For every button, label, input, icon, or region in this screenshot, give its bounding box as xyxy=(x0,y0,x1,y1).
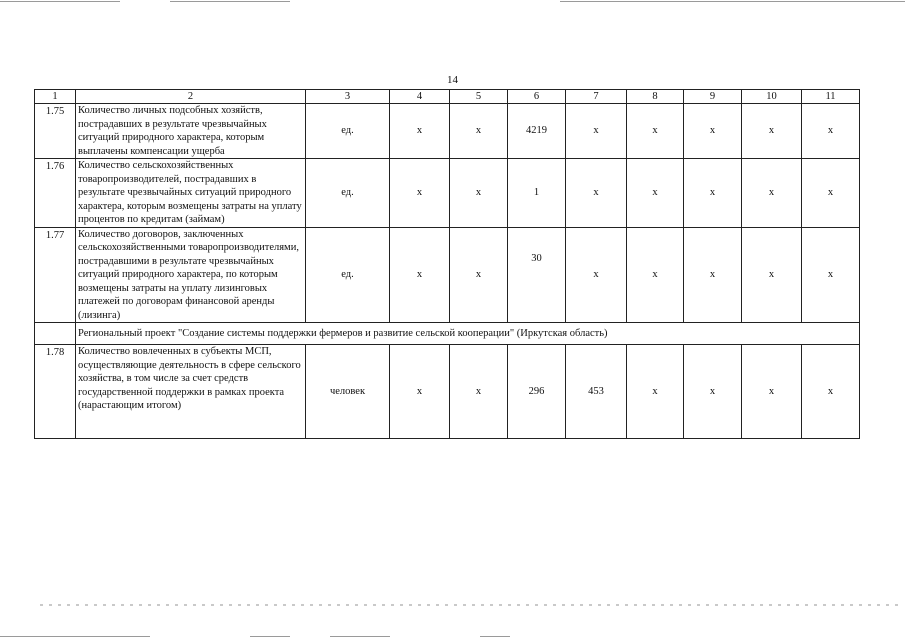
indicator-name: Количество сельскохозяйственных товаропроизводителей, пострадавших в результате чрезвычайных ситуаций природного характера, которым возмещены затраты на уплату процентов по кредитам (займам) xyxy=(76,159,306,228)
value-cell: х xyxy=(684,104,742,159)
value-cell: х xyxy=(566,104,627,159)
value-cell: х xyxy=(802,104,860,159)
indicators-table xyxy=(34,89,860,439)
value-cell: х xyxy=(390,104,450,159)
scan-edge-top-right xyxy=(560,1,905,2)
page-number: 14 xyxy=(447,74,458,86)
scan-edge-bottom-left xyxy=(0,636,150,637)
value-cell: 453 xyxy=(566,345,627,439)
value-cell: х xyxy=(802,345,860,439)
table-row xyxy=(35,227,860,323)
section-row xyxy=(35,323,860,345)
value-cell: х xyxy=(627,104,684,159)
section-title: Региональный проект "Создание системы поддержки фермеров и развитие сельской кооперации" (Иркутская область) xyxy=(76,323,860,345)
value-cell: х xyxy=(390,345,450,439)
table-row xyxy=(35,104,860,159)
table-row xyxy=(35,345,860,439)
column-header-6: 6 xyxy=(508,90,566,104)
value-cell: х xyxy=(390,227,450,323)
value-cell: х xyxy=(802,159,860,228)
value-cell: х xyxy=(450,104,508,159)
value-cell: х xyxy=(450,159,508,228)
scan-noise-line xyxy=(40,604,900,606)
value-cell: х xyxy=(450,227,508,323)
column-header-11: 11 xyxy=(802,90,860,104)
column-header-4: 4 xyxy=(390,90,450,104)
value-cell: х xyxy=(684,159,742,228)
header-row xyxy=(35,90,860,104)
column-header-3: 3 xyxy=(306,90,390,104)
value-cell: х xyxy=(684,227,742,323)
value-cell: х xyxy=(627,159,684,228)
unit-cell: ед. xyxy=(306,104,390,159)
indicator-name: Количество вовлеченных в субъекты МСП, осуществляющие деятельность в сфере сельского хозяйства, в том числе за счет средств государственной поддержки в рамках проекта (нарастающим итогом) xyxy=(76,345,306,439)
scan-edge-bottom-mid2 xyxy=(330,636,390,637)
row-number: 1.75 xyxy=(35,104,76,159)
unit-cell: ед. xyxy=(306,227,390,323)
row-number: 1.77 xyxy=(35,227,76,323)
row-number: 1.76 xyxy=(35,159,76,228)
column-header-1: 1 xyxy=(35,90,76,104)
value-cell: 1 xyxy=(508,159,566,228)
value-cell: 296 xyxy=(508,345,566,439)
column-header-2: 2 xyxy=(76,90,306,104)
value-cell: х xyxy=(742,159,802,228)
section-spacer xyxy=(35,323,76,345)
value-cell: х xyxy=(742,104,802,159)
value-cell: х xyxy=(742,345,802,439)
value-cell: х xyxy=(802,227,860,323)
indicator-name: Количество договоров, заключенных сельскохозяйственными товаропроизводителями, пострадавшими в результате чрезвычайных ситуаций природного характера, по которым возмещены затраты на уплату лизинговых платежей по договорам финансовой аренды (лизинга) xyxy=(76,227,306,323)
value-cell: 4219 xyxy=(508,104,566,159)
scan-edge-top-left xyxy=(0,1,120,2)
value-cell: х xyxy=(684,345,742,439)
column-header-9: 9 xyxy=(684,90,742,104)
value-cell: х xyxy=(742,227,802,323)
value-cell: х xyxy=(450,345,508,439)
row-number: 1.78 xyxy=(35,345,76,439)
table-row xyxy=(35,159,860,228)
unit-cell: человек xyxy=(306,345,390,439)
scan-edge-top-mid xyxy=(170,1,290,2)
scan-edge-bottom-mid xyxy=(250,636,290,637)
value-cell: 30 xyxy=(508,227,566,323)
value-cell: х xyxy=(566,227,627,323)
column-header-8: 8 xyxy=(627,90,684,104)
value-cell: х xyxy=(566,159,627,228)
value-cell: х xyxy=(390,159,450,228)
unit-cell: ед. xyxy=(306,159,390,228)
value-cell: х xyxy=(627,345,684,439)
column-header-10: 10 xyxy=(742,90,802,104)
scan-edge-bottom-right xyxy=(480,636,510,637)
value-cell: х xyxy=(627,227,684,323)
column-header-7: 7 xyxy=(566,90,627,104)
indicator-name: Количество личных подсобных хозяйств, пострадавших в результате чрезвычайных ситуаций природного характера, которым выплачены компенсации ущерба xyxy=(76,104,306,159)
column-header-5: 5 xyxy=(450,90,508,104)
